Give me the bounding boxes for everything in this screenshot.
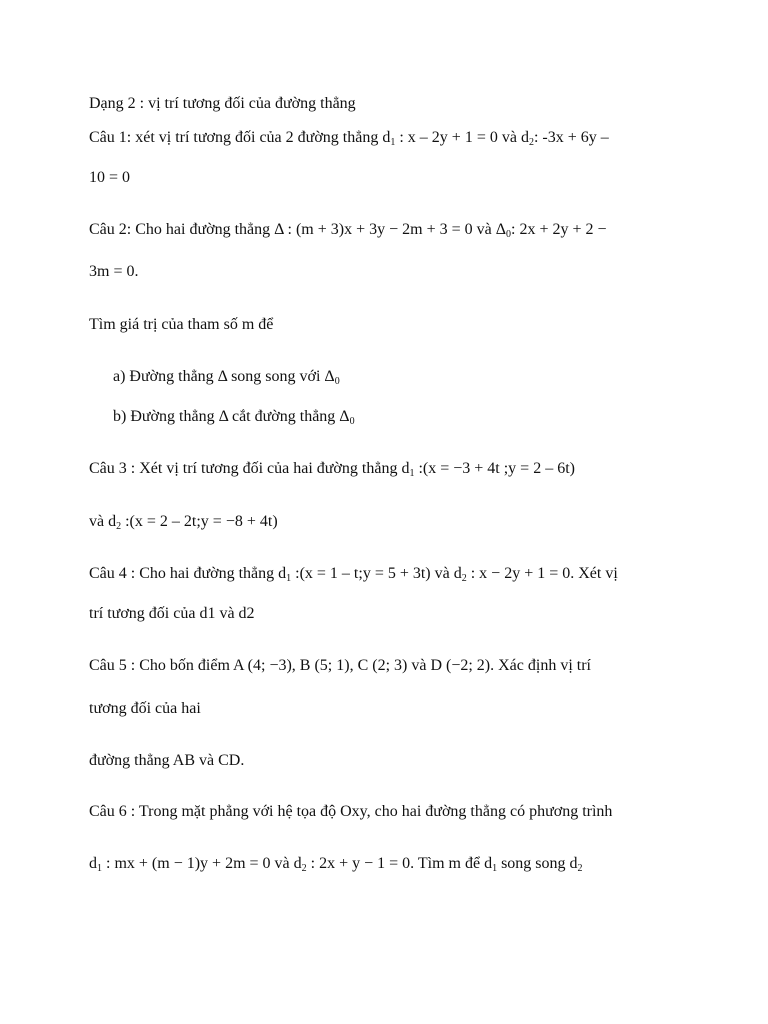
q1-sub-2: 2 (528, 137, 534, 148)
question-3-line-2 (89, 512, 278, 532)
q2-text-a: Câu 2: Cho hai đường thẳng Δ : (m + 3)x + 3y − 2m + 3 = 0 và Δ (89, 221, 507, 238)
question-2-item-b (113, 407, 355, 427)
q2-text-c: 3m = 0. (89, 263, 139, 280)
question-1-line-1 (89, 128, 609, 148)
question-4-line-1 (89, 564, 618, 584)
q2-text-b: : 2x + 2y + 2 − (511, 221, 607, 238)
q4-text-c: : x − 2y + 1 = 0. Xét vị (466, 565, 618, 582)
question-1-line-2 (89, 168, 130, 188)
q1-text-d: 10 = 0 (89, 169, 131, 186)
question-2-line-1 (89, 220, 607, 240)
q1-sub-1: 1 (390, 137, 396, 148)
q6-text-e: song song d (497, 855, 578, 872)
q6-text-a: Câu 6 : Trong mặt phẳng với hệ tọa độ Oxy, cho hai đường thẳng có phương trình (89, 803, 613, 820)
q3-sub-2: 2 (116, 521, 122, 532)
question-3-line-1 (89, 459, 575, 479)
q1-text-c: : -3x + 6y – (533, 129, 609, 146)
question-5-line-1 (89, 656, 591, 676)
q5-text-a: Câu 5 : Cho bốn điểm A (4; −3), B (5; 1), C (2; 3) và D (−2; 2). Xác định vị trí (89, 657, 591, 674)
question-6-line-2 (89, 854, 583, 874)
q6-sub-3: 1 (492, 863, 498, 874)
q3-text-b: :(x = −3 + 4t ;y = 2 – 6t) (414, 460, 575, 477)
q2-sub: 0 (506, 229, 512, 240)
q3-text-c: và d (89, 513, 117, 530)
q6-text-c: : mx + (m − 1)y + 2m = 0 và d (102, 855, 302, 872)
question-6-line-1 (89, 802, 612, 822)
question-5-line-2 (89, 699, 201, 719)
q2-item-a-sub: 0 (334, 376, 340, 387)
q3-text-a: Câu 3 : Xét vị trí tương đối của hai đường thẳng d (89, 460, 410, 477)
q2-prompt-text: Tìm giá trị của tham số m để (89, 316, 274, 333)
q6-sub-2: 2 (301, 863, 307, 874)
q2-item-b-sub: 0 (349, 416, 355, 427)
q3-sub-1: 1 (409, 468, 415, 479)
q1-text-a: Câu 1: xét vị trí tương đối của 2 đường thẳng d (89, 129, 391, 146)
section-heading (89, 94, 356, 114)
q4-text-b: :(x = 1 – t;y = 5 + 3t) và d (291, 565, 462, 582)
question-2-line-2 (89, 262, 138, 282)
q2-item-a-text: a) Đường thẳng Δ song song với Δ (113, 368, 335, 385)
heading-text: Dạng 2 : vị trí tương đối của đường thẳng (89, 95, 356, 112)
q4-sub-2: 2 (461, 573, 467, 584)
q6-sub-1: 1 (97, 863, 102, 874)
q2-item-b-text: b) Đường thẳng Δ cắt đường thẳng Δ (113, 408, 350, 425)
question-5-line-3 (89, 751, 244, 771)
q5-text-b: tương đối của hai (89, 700, 201, 717)
q4-sub-1: 1 (286, 573, 292, 584)
q4-text-d: trí tương đối của d1 và d2 (89, 605, 255, 622)
q6-text-b: d (89, 855, 97, 872)
question-4-line-2 (89, 604, 255, 624)
question-2-item-a (113, 367, 340, 387)
q4-text-a: Câu 4 : Cho hai đường thẳng d (89, 565, 287, 582)
q5-text-c: đường thẳng AB và CD. (89, 752, 245, 769)
q6-text-d: : 2x + y − 1 = 0. Tìm m để d (306, 855, 493, 872)
q3-text-d: :(x = 2 – 2t;y = −8 + 4t) (121, 513, 278, 530)
q1-text-b: : x – 2y + 1 = 0 và d (395, 129, 529, 146)
q6-sub-4: 2 (577, 863, 583, 874)
question-2-prompt (89, 315, 273, 335)
